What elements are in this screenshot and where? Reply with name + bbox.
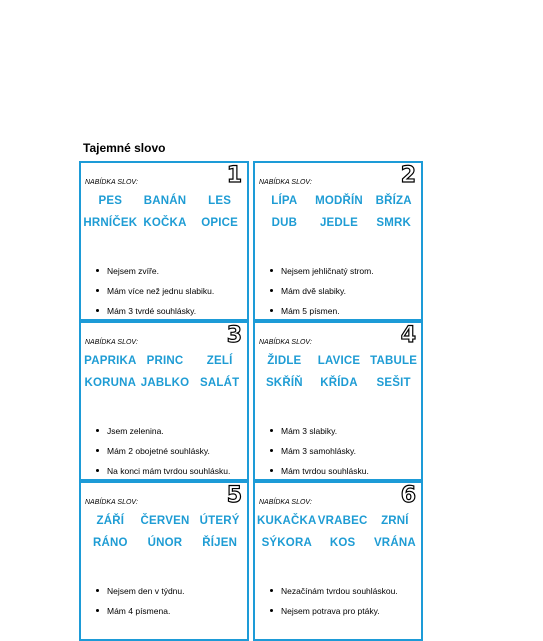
riddle-grid (79, 161, 425, 621)
hint-list (269, 261, 374, 321)
hint-list (95, 421, 230, 481)
riddle-card-6 (253, 481, 423, 641)
card-number: 3 (226, 323, 242, 348)
hint-item: Nejsem den v týdnu. (95, 581, 184, 601)
hint-item: Nezačínám tvrdou souhláskou. (269, 581, 398, 601)
hint-list (269, 581, 398, 621)
hint-list (95, 581, 184, 621)
word-offer-label: NABÍDKA SLOV: (85, 179, 138, 186)
riddle-card-3 (79, 321, 249, 481)
word-list (257, 514, 421, 550)
card-number: 6 (400, 483, 416, 508)
word: OPICE (201, 217, 239, 229)
word: DUB (271, 217, 298, 229)
word: SALÁT (199, 377, 240, 389)
word: VRABEC (317, 515, 368, 527)
word: ÚNOR (147, 537, 183, 549)
word-list (83, 514, 247, 550)
hint-item: Mám 2 obojetné souhlásky. (95, 441, 230, 461)
hint-item: Mám tvrdou souhlásku. (269, 461, 369, 481)
word: SEŠIT (376, 377, 411, 389)
word: ÚTERÝ (199, 515, 240, 527)
hint-item: Mám 3 slabiky. (269, 421, 369, 441)
card-number: 2 (400, 163, 416, 188)
word: ZELÍ (206, 355, 233, 367)
hint-item: Mám 3 samohlásky. (269, 441, 369, 461)
hint-item: Mám 3 tvrdé souhlásky. (95, 301, 214, 321)
word: SKŘÍŇ (265, 377, 303, 389)
word: RÁNO (92, 537, 128, 549)
word: SMRK (376, 217, 411, 229)
word: LES (208, 195, 232, 207)
riddle-card-1 (79, 161, 249, 321)
hint-item: Mám 5 písmen. (269, 301, 374, 321)
word-offer-label: NABÍDKA SLOV: (259, 499, 312, 506)
word: JEDLE (319, 217, 359, 229)
riddle-card-5 (79, 481, 249, 641)
card-number: 4 (400, 323, 416, 348)
word: PES (98, 195, 123, 207)
hint-item: Na konci mám tvrdou souhlásku. (95, 461, 230, 481)
word: ŘÍJEN (202, 537, 238, 549)
word: JABLKO (140, 377, 190, 389)
word-list (257, 194, 421, 230)
hint-item: Mám 4 písmena. (95, 601, 184, 621)
word: ZRNÍ (381, 515, 409, 527)
word: KORUNA (84, 377, 137, 389)
word: BŘÍZA (375, 195, 412, 207)
word: ZÁŘÍ (96, 515, 125, 527)
hint-item: Nejsem zvíře. (95, 261, 214, 281)
word: ŽIDLE (267, 355, 302, 367)
word: VRÁNA (373, 537, 416, 549)
hint-item: Mám více než jednu slabiku. (95, 281, 214, 301)
word: ČERVEN (140, 515, 190, 527)
card-number: 5 (226, 483, 242, 508)
hint-list (95, 261, 214, 321)
word: HRNÍČEK (83, 217, 138, 229)
hint-item: Nejsem potrava pro ptáky. (269, 601, 398, 621)
riddle-card-2 (253, 161, 423, 321)
word: BANÁN (143, 195, 187, 207)
word: KUKAČKA (257, 515, 317, 527)
word-offer-label: NABÍDKA SLOV: (259, 339, 312, 346)
word: MODŘÍN (315, 195, 363, 207)
word-list (257, 354, 421, 390)
word: PAPRIKA (84, 355, 137, 367)
word-list (83, 194, 247, 230)
hint-item: Mám dvě slabiky. (269, 281, 374, 301)
word-offer-label: NABÍDKA SLOV: (259, 179, 312, 186)
word: SÝKORA (261, 537, 312, 549)
word: PRINC (146, 355, 184, 367)
hint-item: Jsem zelenina. (95, 421, 230, 441)
word: LAVICE (317, 355, 361, 367)
word: KOS (329, 537, 356, 549)
riddle-card-4 (253, 321, 423, 481)
word-list (83, 354, 247, 390)
word: KŘÍDA (320, 377, 358, 389)
hint-list (269, 421, 369, 481)
hint-item: Nejsem jehličnatý strom. (269, 261, 374, 281)
word-offer-label: NABÍDKA SLOV: (85, 339, 138, 346)
page-title: Tajemné slovo (83, 141, 166, 155)
word: LÍPA (271, 195, 298, 207)
word: KOČKA (143, 217, 187, 229)
word-offer-label: NABÍDKA SLOV: (85, 499, 138, 506)
word: TABULE (370, 355, 418, 367)
card-number: 1 (226, 163, 242, 188)
